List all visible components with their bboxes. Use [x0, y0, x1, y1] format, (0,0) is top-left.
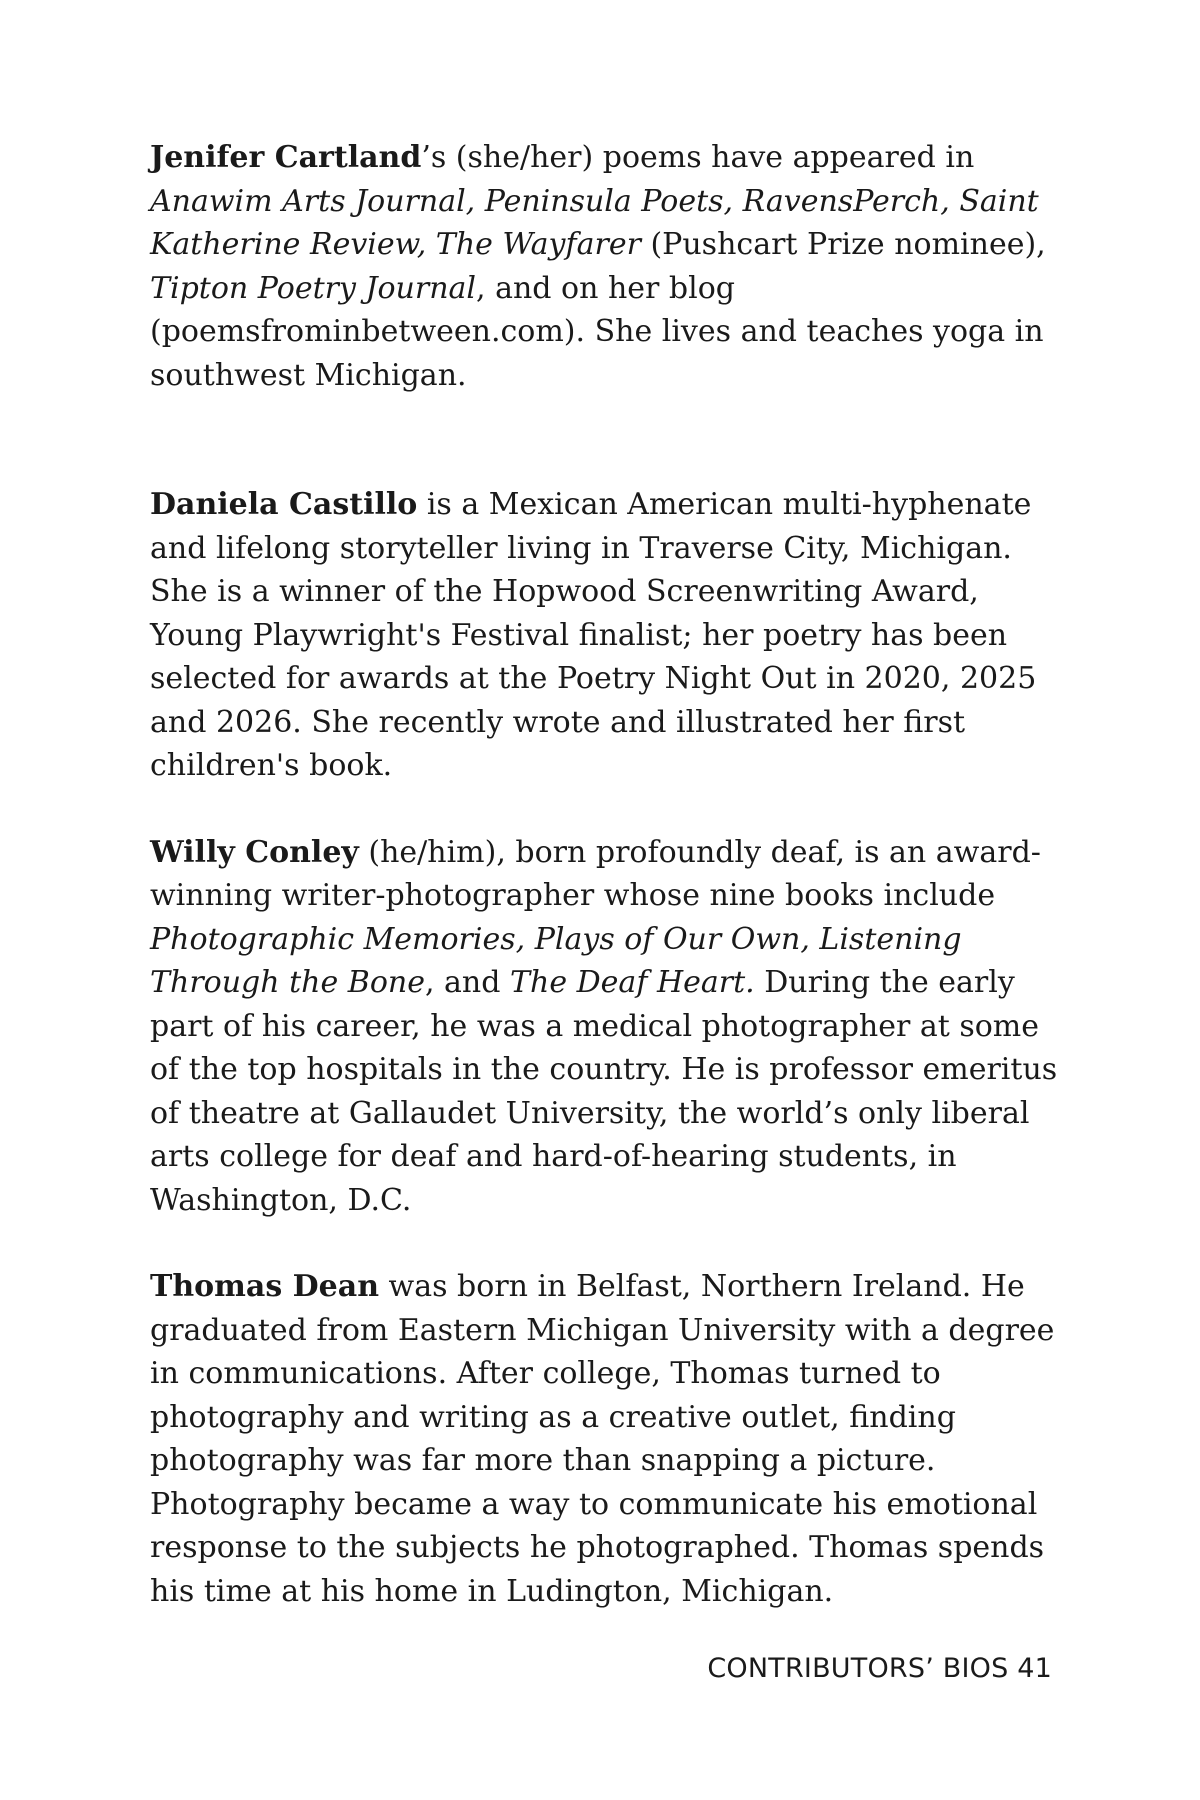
bio-text: (Pushcart Prize nominee), — [640, 227, 1046, 262]
book-titles: The Deaf Heart. — [510, 965, 755, 1000]
bio-text: was born in Belfast, Northern Ireland. He graduated from Eastern Michigan University with a degree in communications. After college, Thomas turned to photography and writing as a creative outlet, finding photography was far more than snapping a picture. Photography became a way to communicate his emotional response to the subjects he photographed. Thomas spends his time at his home in Ludington, Michigan. — [150, 1269, 1055, 1609]
bio-text: , and — [424, 965, 510, 1000]
bio-text: , and on her blog (poemsfrominbetween.com). She lives and teaches yoga in southwest Michigan. — [150, 270, 1044, 393]
bio-thomas-dean — [150, 1265, 1060, 1613]
page-footer: CONTRIBUTORS’ BIOS 41 — [707, 1653, 1052, 1684]
bio-jenifer-cartland — [150, 136, 1060, 397]
bio-text: During the early part of his career, he was a medical photographer at some of the top hospitals in the country. He is professor emeritus of theatre at Gallaudet University, the world’s only liberal arts college for deaf and hard-of-hearing students, in Washington, D.C. — [150, 965, 1058, 1218]
contributor-bios — [150, 136, 1060, 1613]
bio-daniela-castillo — [150, 483, 1060, 788]
contributor-name: Jenifer Cartland — [150, 140, 422, 175]
contributor-name: Daniela Castillo — [150, 487, 418, 522]
bio-text: ’s (she/her) poems have appeared in — [421, 140, 975, 175]
bio-text: is a Mexican American multi-hyphenate and lifelong storyteller living in Traverse City, Michigan. She is a winner of the Hopwood Screenwriting Award, Young Playwright's Festival finalist; her poetry has been selected for awards at the Poetry Night Out in 2020, 2025 and 2026. She recently wrote and illustrated her first children's book. — [150, 487, 1037, 783]
bio-willy-conley — [150, 831, 1060, 1223]
publication-titles: Anawim Arts Journal, Peninsula Poets, RavensPerch, Saint Katherine Review, The Wayfarer — [150, 183, 1039, 262]
publication-titles: Tipton Poetry Journal — [150, 270, 477, 306]
contributor-name: Thomas Dean — [150, 1269, 380, 1304]
contributor-name: Willy Conley — [150, 834, 359, 870]
bio-text: (he/him), born profoundly deaf, is an award-winning writer-photographer whose nine books include — [150, 834, 1041, 913]
book-titles: Photographic Memories, Plays of Our Own, Listening Through the Bone — [150, 921, 962, 1000]
